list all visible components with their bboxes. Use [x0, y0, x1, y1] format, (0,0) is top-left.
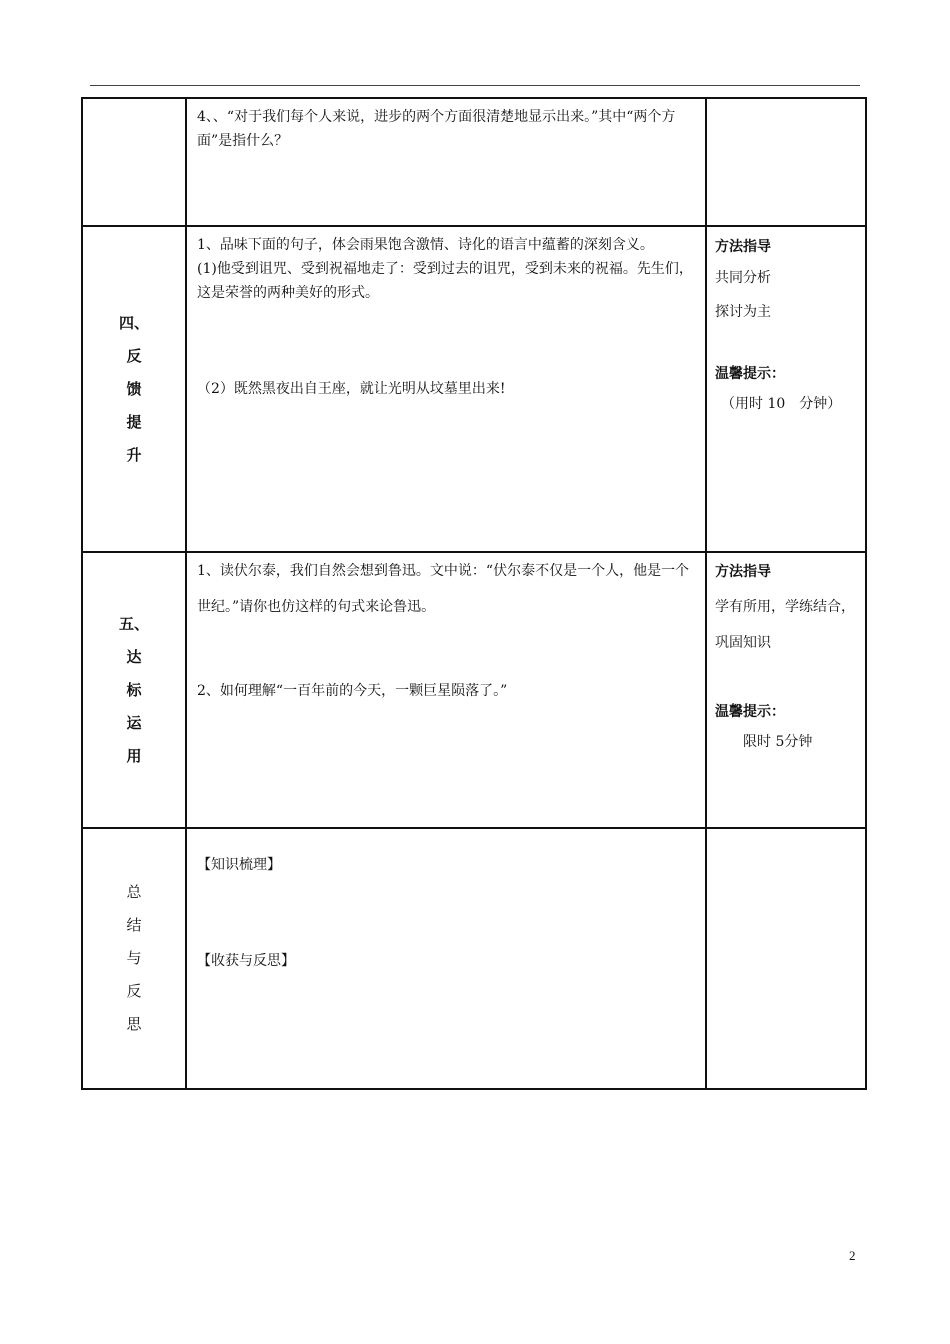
- section-label-summary: 总 结 与 反 思: [126, 883, 142, 1033]
- section-label-application: 五、 达 标 运 用: [118, 614, 149, 765]
- row2-item1: (1)他受到诅咒、受到祝福地走了：受到过去的诅咒，受到未来的祝福。先生们，这是荣誉的两种美好的形式。: [197, 261, 693, 301]
- row2-guide-cell: [706, 226, 866, 552]
- row4-content-cell: [186, 828, 706, 1089]
- table-row: [82, 226, 866, 552]
- method-guide-line: 探讨为主: [715, 304, 771, 320]
- method-guide-line: 共同分析: [715, 270, 771, 286]
- row1-label-cell: [82, 98, 186, 226]
- table-row: [82, 828, 866, 1089]
- row4-label-cell: [82, 828, 186, 1089]
- row4-guide-cell: [706, 828, 866, 1089]
- tip-text: （用时 10 分钟）: [721, 396, 842, 412]
- row3-question1: 1、读伏尔泰，我们自然会想到鲁迅。文中说：“伏尔泰不仅是一个人，他是一个世纪。”请你也仿这样的句式来论鲁迅。: [197, 563, 690, 615]
- row2-item2: （2）既然黑夜出自王座，就让光明从坟墓里出来!: [197, 381, 506, 397]
- table-row: [82, 98, 866, 226]
- page-number: 2: [849, 1248, 856, 1263]
- worksheet-table: [81, 97, 867, 1090]
- method-guide-title: 方法指导: [715, 239, 771, 255]
- row2-label-cell: [82, 226, 186, 552]
- row1-guide-cell: [706, 98, 866, 226]
- row1-content-cell: [186, 98, 706, 226]
- reflection-heading: 【收获与反思】: [197, 953, 295, 969]
- section-label-feedback: 四、 反 馈 提 升: [118, 313, 149, 464]
- method-guide-text: 学有所用，学练结合，巩固知识: [715, 599, 855, 651]
- method-guide-title: 方法指导: [715, 564, 771, 580]
- tip-title: 温馨提示：: [715, 704, 785, 720]
- tip-title: 温馨提示：: [715, 366, 785, 382]
- row2-intro: 1、品味下面的句子，体会雨果饱含激情、诗化的语言中蕴蓄的深刻含义。: [197, 237, 654, 253]
- header-rule: [90, 85, 860, 86]
- row1-question: 4、、“对于我们每个人来说，进步的两个方面很清楚地显示出来。”其中“两个方面”是指什么？: [197, 109, 676, 149]
- row3-content-cell: [186, 552, 706, 828]
- row3-label-cell: [82, 552, 186, 828]
- tip-text: 限时 5分钟: [743, 734, 813, 750]
- row3-question2: 2、如何理解“一百年前的今天，一颗巨星陨落了。”: [197, 683, 508, 699]
- knowledge-heading: 【知识梳理】: [197, 857, 281, 873]
- row2-content-cell: [186, 226, 706, 552]
- table-row: [82, 552, 866, 828]
- row3-guide-cell: [706, 552, 866, 828]
